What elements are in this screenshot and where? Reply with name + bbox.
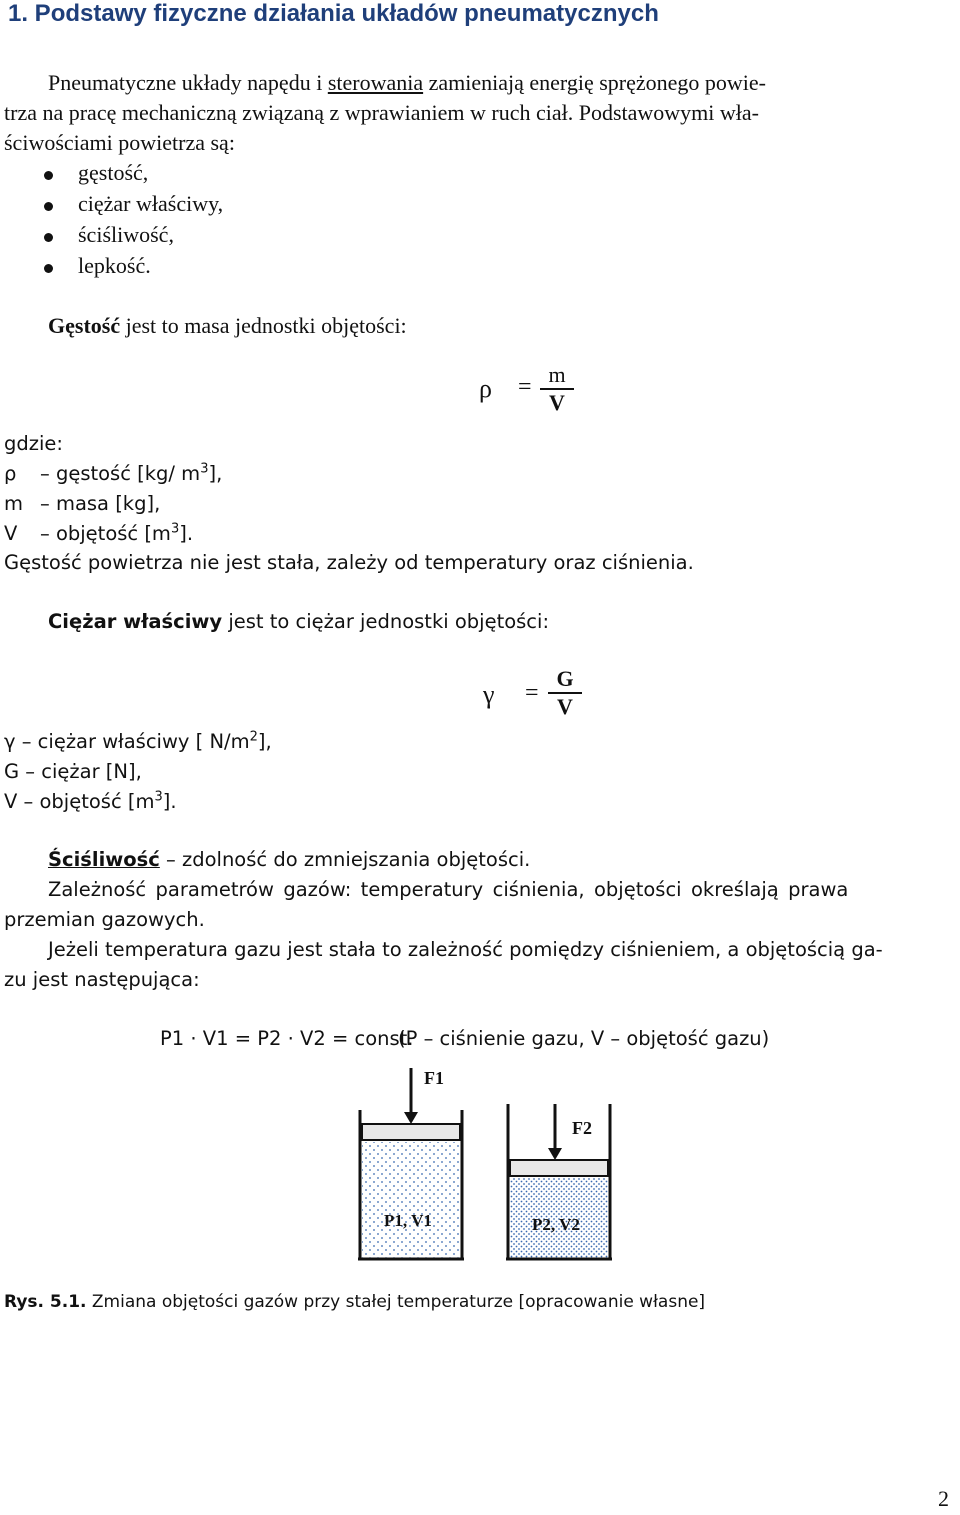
list-item: lepkość. (78, 253, 151, 278)
legend-symbol-v: V (4, 522, 18, 545)
legend-tail: ], (257, 730, 272, 753)
formula-fraction (546, 666, 584, 720)
legend-sup: 3 (200, 461, 209, 477)
legend-row (4, 730, 272, 753)
intro-text-b: zamieniają energię sprężonego powie- (423, 70, 766, 95)
piston-2 (510, 1160, 608, 1176)
bullet-icon (44, 171, 53, 180)
label-pv2: P2, V2 (532, 1215, 580, 1234)
legend-row: G – ciężar [N], (4, 760, 142, 783)
cylinders-figure (340, 1060, 630, 1270)
section-heading: 1. Podstawy fizyczne działania układów pneumatycznych (8, 0, 659, 27)
density-term: Gęstość (48, 313, 121, 338)
formula-fraction (538, 362, 576, 416)
legend-symbol-rho: ρ (4, 462, 17, 485)
figure-caption (4, 1292, 705, 1312)
gas-laws-line-1: Zależność parametrów gazów: temperatury ciśnienia, objętości określają prawa (48, 878, 849, 901)
caption-text: Zmiana objętości gazów przy stałej temperaturze [opracowanie własne] (86, 1292, 706, 1312)
gas-laws-line-2: przemian gazowych. (4, 908, 205, 931)
legend-tail: ], (208, 462, 223, 485)
formula-equals: = (518, 374, 532, 400)
where-label: gdzie: (4, 432, 63, 455)
specific-weight-definition (48, 610, 549, 633)
list-item: gęstość, (78, 160, 149, 185)
legend-sup: 3 (170, 521, 180, 537)
formula-rho: ρ (479, 374, 492, 403)
legend-text: γ – ciężar właściwy [ N/m (4, 730, 250, 753)
legend-tail: ]. (179, 522, 194, 545)
intro-line-3: ściwościami powietrza są: (4, 130, 235, 155)
bullet-icon (44, 233, 53, 242)
legend-symbol-m: m (4, 492, 23, 515)
intro-text-a: Pneumatyczne układy napędu i (48, 70, 328, 95)
legend-text: V – objętość [m (4, 790, 155, 813)
legend-desc-text: – gęstość [kg/ m (40, 462, 201, 485)
formula-equals: = (525, 680, 539, 706)
legend-sup: 2 (249, 729, 258, 745)
label-pv1: P1, V1 (384, 1211, 432, 1230)
legend-sup: 3 (154, 789, 163, 805)
legend-desc-v (40, 522, 193, 545)
label-f2: F2 (572, 1118, 592, 1138)
boyle-law-formula: P1 · V1 = P2 · V2 = const. (160, 1027, 414, 1050)
intro-line-1 (48, 68, 766, 98)
density-note: Gęstość powietrza nie jest stała, zależy od temperatury oraz ciśnienia. (4, 551, 694, 574)
cylinder-1 (358, 1068, 464, 1260)
legend-desc-rho (40, 462, 222, 485)
formula-gamma: γ (483, 680, 495, 709)
fraction-numerator: m (548, 362, 566, 387)
legend-tail: ]. (162, 790, 177, 813)
fraction-numerator: G (556, 666, 574, 691)
boyle-law-note: (P – ciśnienie gazu, V – objętość gazu) (398, 1027, 770, 1050)
piston-1 (362, 1124, 460, 1140)
density-definition (48, 311, 407, 341)
isothermal-line-1: Jeżeli temperatura gazu jest stała to zależność pomiędzy ciśnieniem, a objętością ga- (48, 938, 883, 961)
caption-label: Rys. 5.1. (4, 1292, 87, 1312)
cylinder-2 (506, 1104, 612, 1260)
bullet-icon (44, 264, 53, 273)
sterowania-link[interactable]: sterowania (327, 70, 424, 95)
legend-row (4, 790, 177, 813)
isothermal-line-2: zu jest następująca: (4, 968, 200, 991)
density-definition-text: jest to masa jednostki objętości: (120, 313, 407, 338)
list-item: ściśliwość, (78, 222, 174, 247)
bullet-icon (44, 202, 53, 211)
specific-weight-term: Ciężar właściwy (48, 610, 223, 633)
fraction-denominator: V (557, 694, 573, 719)
list-item: ciężar właściwy, (78, 191, 224, 216)
compressibility-definition-text: – zdolność do zmniejszania objętości. (159, 848, 531, 871)
label-f1: F1 (424, 1068, 444, 1088)
page-number: 2 (938, 1486, 949, 1511)
legend-desc-text: – objętość [m (40, 522, 171, 545)
compressibility-definition (48, 848, 530, 871)
gas-volume-1 (362, 1142, 460, 1258)
fraction-denominator: V (549, 390, 565, 415)
legend-desc-m: – masa [kg], (40, 492, 161, 515)
intro-line-2: trza na pracę mechaniczną związaną z wprawianiem w ruch ciał. Podstawowymi wła- (4, 100, 759, 125)
compressibility-term: Ściśliwość (48, 848, 160, 871)
specific-weight-definition-text: jest to ciężar jednostki objętości: (222, 610, 550, 633)
